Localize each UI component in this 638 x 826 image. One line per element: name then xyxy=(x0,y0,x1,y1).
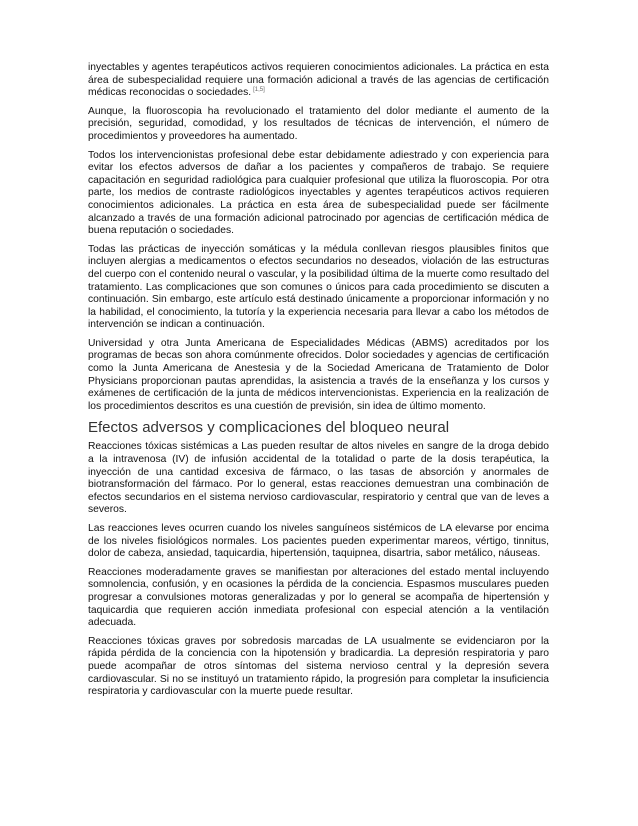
section-heading: Efectos adversos y complicaciones del bloqueo neural xyxy=(88,419,450,437)
paragraph-systemic-toxicity: Reacciones tóxicas sistémicas a Las pueden resultar de altos niveles en sangre de la droga debido a la intravenosa (IV) de infusión accidental de la totalidad o parte de la dosis terapéutica, la inyección de una cantidad excesiva de fármaco, o las tasas de absorción y anormales de biotransformación del fármaco. Por lo general, estas reacciones demuestran una combinación de efectos secundarios en el sistema nervioso cardiovascular, respiratorio y central que van de leves a severos. xyxy=(88,441,549,516)
paragraph-certification xyxy=(88,62,549,100)
paragraph-moderate-reactions: Reacciones moderadamente graves se manifiestan por alteraciones del estado mental incluyendo somnolencia, confusión, y en ocasiones la pérdida de la conciencia. Espasmos musculares pueden progresar a convulsiones motoras generalizadas y por lo general se acompaña de hipertensión y taquicardia que requieren acción inmediata profesional con especial atención a la ventilación adecuada. xyxy=(88,566,549,629)
reference-marker: [1,5] xyxy=(253,86,265,93)
paragraph-mild-reactions: Las reacciones leves ocurren cuando los niveles sanguíneos sistémicos de LA elevarse por encima de los niveles fisiológicos normales. Los pacientes pueden experimentar mareos, vértigo, tinnitus, dolor de cabeza, ansiedad, taquicardia, hipertensión, taquipnea, disartria, sabor metálico, náuseas. xyxy=(88,523,549,560)
paragraph-training: Todos los intervencionistas profesional debe estar debidamente adiestrado y con experiencia para evitar los efectos adversos de dañar a los pacientes y compañeros de trabajo. Se requiere capacitación en seguridad radiológica para cualquier profesional que utiliza la fluoroscopia. Por otra parte, los medios de contraste radiológicos inyectables y agentes terapéuticos activos requieren conocimientos adicionales. La práctica en esta área de subespecialidad puede ser fácilmente alcanzado a través de una formación adicional patrocinado por agencias de certificación médica de buena reputación o sociedades. xyxy=(88,149,549,237)
paragraph-abms: Universidad y otra Junta Americana de Especialidades Médicas (ABMS) acreditados por los programas de becas son ahora comúnmente ofrecidos. Dolor sociedades y agencias de certificación como la Junta Americana de Anestesia y de la Sociedad Americana de Tratamiento de Dolor Physicians proporcionan pautas aprendidas, la asistencia a través de la enseñanza y los cursos y exámenes de certificación de la junta de médicos intervencionistas. Experiencia en la realización de los procedimientos descritos es una cuestión de previsión, sin idea de último momento. xyxy=(88,337,549,412)
paragraph-fluoroscopy: Aunque, la fluoroscopia ha revolucionado el tratamiento del dolor mediante el aumento de la precisión, seguridad, comodidad, y los resultados de técnicas de intervención, el número de procedimientos y proveedores ha aumentado. xyxy=(88,105,549,142)
paragraph-severe-reactions: Reacciones tóxicas graves por sobredosis marcadas de LA usualmente se evidenciaron por la rápida pérdida de la conciencia con la hipotensión y bradicardia. La depresión respiratoria y paro puede acompañar de otros síntomas del sistema nervioso central y la depresión severa cardiovascular. Si no se instituyó un tratamiento rápido, la progresión para completar la insuficiencia respiratoria y cardiovascular con la muerte puede resultar. xyxy=(88,635,549,698)
paragraph-risks: Todas las prácticas de inyección somáticas y la médula conllevan riesgos plausibles finitos que incluyen alergias a medicamentos o efectos secundarios no deseados, violación de las estructuras del cuerpo con el contenido neural o vascular, y la posibilidad última de la muerte como resultado del tratamiento. Las complicaciones que son comunes o únicos para cada procedimiento se discuten a continuación. Sin embargo, este artículo está destinado únicamente a proporcionar información y no la habilidad, el conocimiento, la tutoría y la experiencia necesaria para llevar a cabo los métodos de intervención se indican a continuación. xyxy=(88,243,549,331)
paragraph-text: inyectables y agentes terapéuticos activos requieren conocimientos adicionales. La práctica en esta área de subespecialidad requiere una formación adicional a través de las agencias de certificación médicas reconocidas o sociedades. xyxy=(88,62,549,99)
